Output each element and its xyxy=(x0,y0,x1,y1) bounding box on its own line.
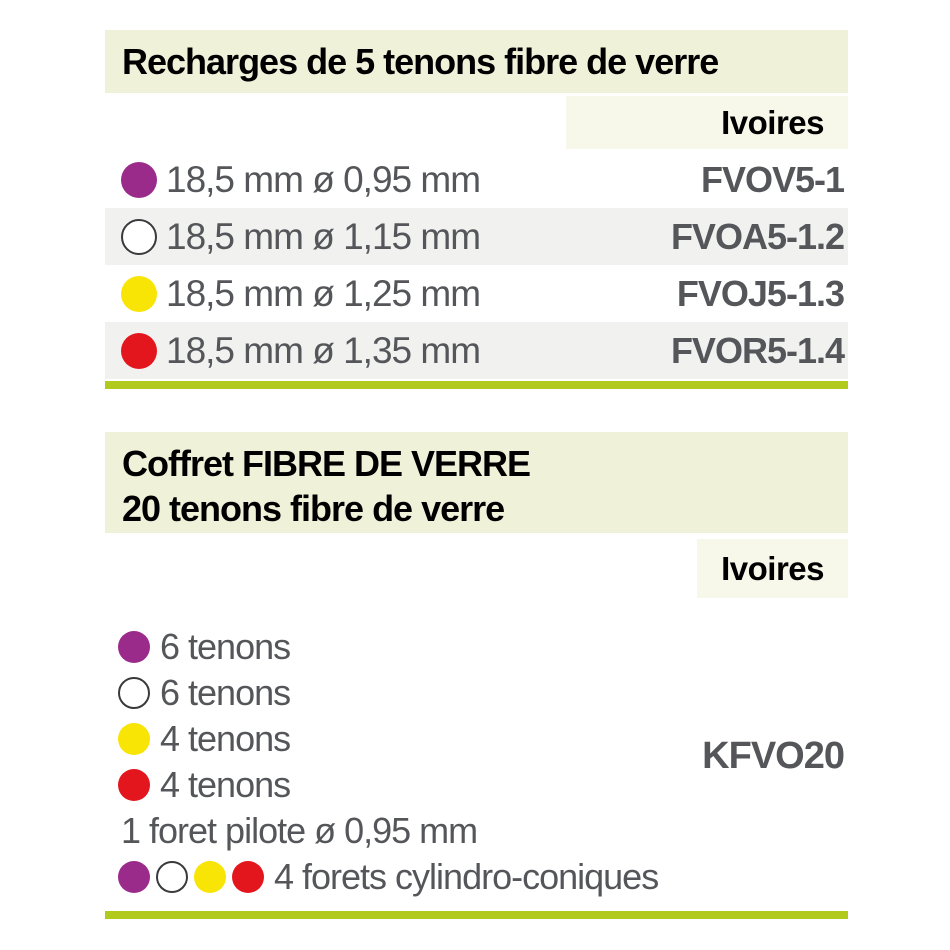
kit-item-label: 4 forets cylindro-coniques xyxy=(274,856,659,897)
refills-section-title xyxy=(105,30,848,93)
table-row xyxy=(105,151,848,208)
product-code: FVOV5-1 xyxy=(700,158,844,200)
kit-item-label: 4 tenons xyxy=(160,764,291,805)
red-dot-icon xyxy=(232,861,264,893)
list-item xyxy=(105,854,848,900)
purple-dot-icon xyxy=(118,861,150,893)
purple-dot-icon xyxy=(121,162,157,198)
kit-item-label: 6 tenons xyxy=(160,672,291,713)
white-dot-icon xyxy=(121,219,157,255)
table-row xyxy=(105,265,848,322)
yellow-dot-icon xyxy=(121,276,157,312)
list-item xyxy=(105,624,848,670)
white-dot-icon xyxy=(156,861,188,893)
purple-dot-icon xyxy=(118,631,150,663)
table-row xyxy=(105,208,848,265)
list-item xyxy=(105,808,848,854)
list-item xyxy=(105,670,848,716)
yellow-dot-icon xyxy=(118,723,150,755)
product-code: FVOA5-1.2 xyxy=(670,215,844,257)
yellow-dot-icon xyxy=(194,861,226,893)
product-size-label: 18,5 mm ø 1,35 mm xyxy=(166,329,481,371)
kit-item-label: 6 tenons xyxy=(160,626,291,667)
product-code: FVOJ5-1.3 xyxy=(676,272,844,314)
product-size-label: 18,5 mm ø 1,15 mm xyxy=(166,215,481,257)
kit-item-label: 1 foret pilote ø 0,95 mm xyxy=(121,810,478,851)
kit-title-line1: Coffret FIBRE DE VERRE xyxy=(122,443,531,484)
product-code: FVOR5-1.4 xyxy=(670,329,844,371)
product-size-label: 18,5 mm ø 1,25 mm xyxy=(166,272,481,314)
white-dot-icon xyxy=(118,677,150,709)
product-size-label: 18,5 mm ø 0,95 mm xyxy=(166,158,481,200)
section-title-text: Recharges de 5 tenons fibre de verre xyxy=(122,41,719,82)
kit-item-label: 4 tenons xyxy=(160,718,291,759)
red-dot-icon xyxy=(118,769,150,801)
ivoires-column-header xyxy=(566,96,848,149)
kit-section-title xyxy=(105,432,848,533)
section-divider-line xyxy=(105,911,848,919)
ivoires-header-text: Ivoires xyxy=(721,549,824,587)
kit-title-line2: 20 tenons fibre de verre xyxy=(122,488,505,529)
table-row xyxy=(105,322,848,379)
red-dot-icon xyxy=(121,333,157,369)
refills-table xyxy=(105,151,848,379)
section-divider-line xyxy=(105,381,848,389)
color-dot-group xyxy=(118,861,264,893)
kit-product-code: KFVO20 xyxy=(702,735,844,777)
ivoires-column-header xyxy=(697,539,848,598)
ivoires-header-text: Ivoires xyxy=(721,103,824,141)
